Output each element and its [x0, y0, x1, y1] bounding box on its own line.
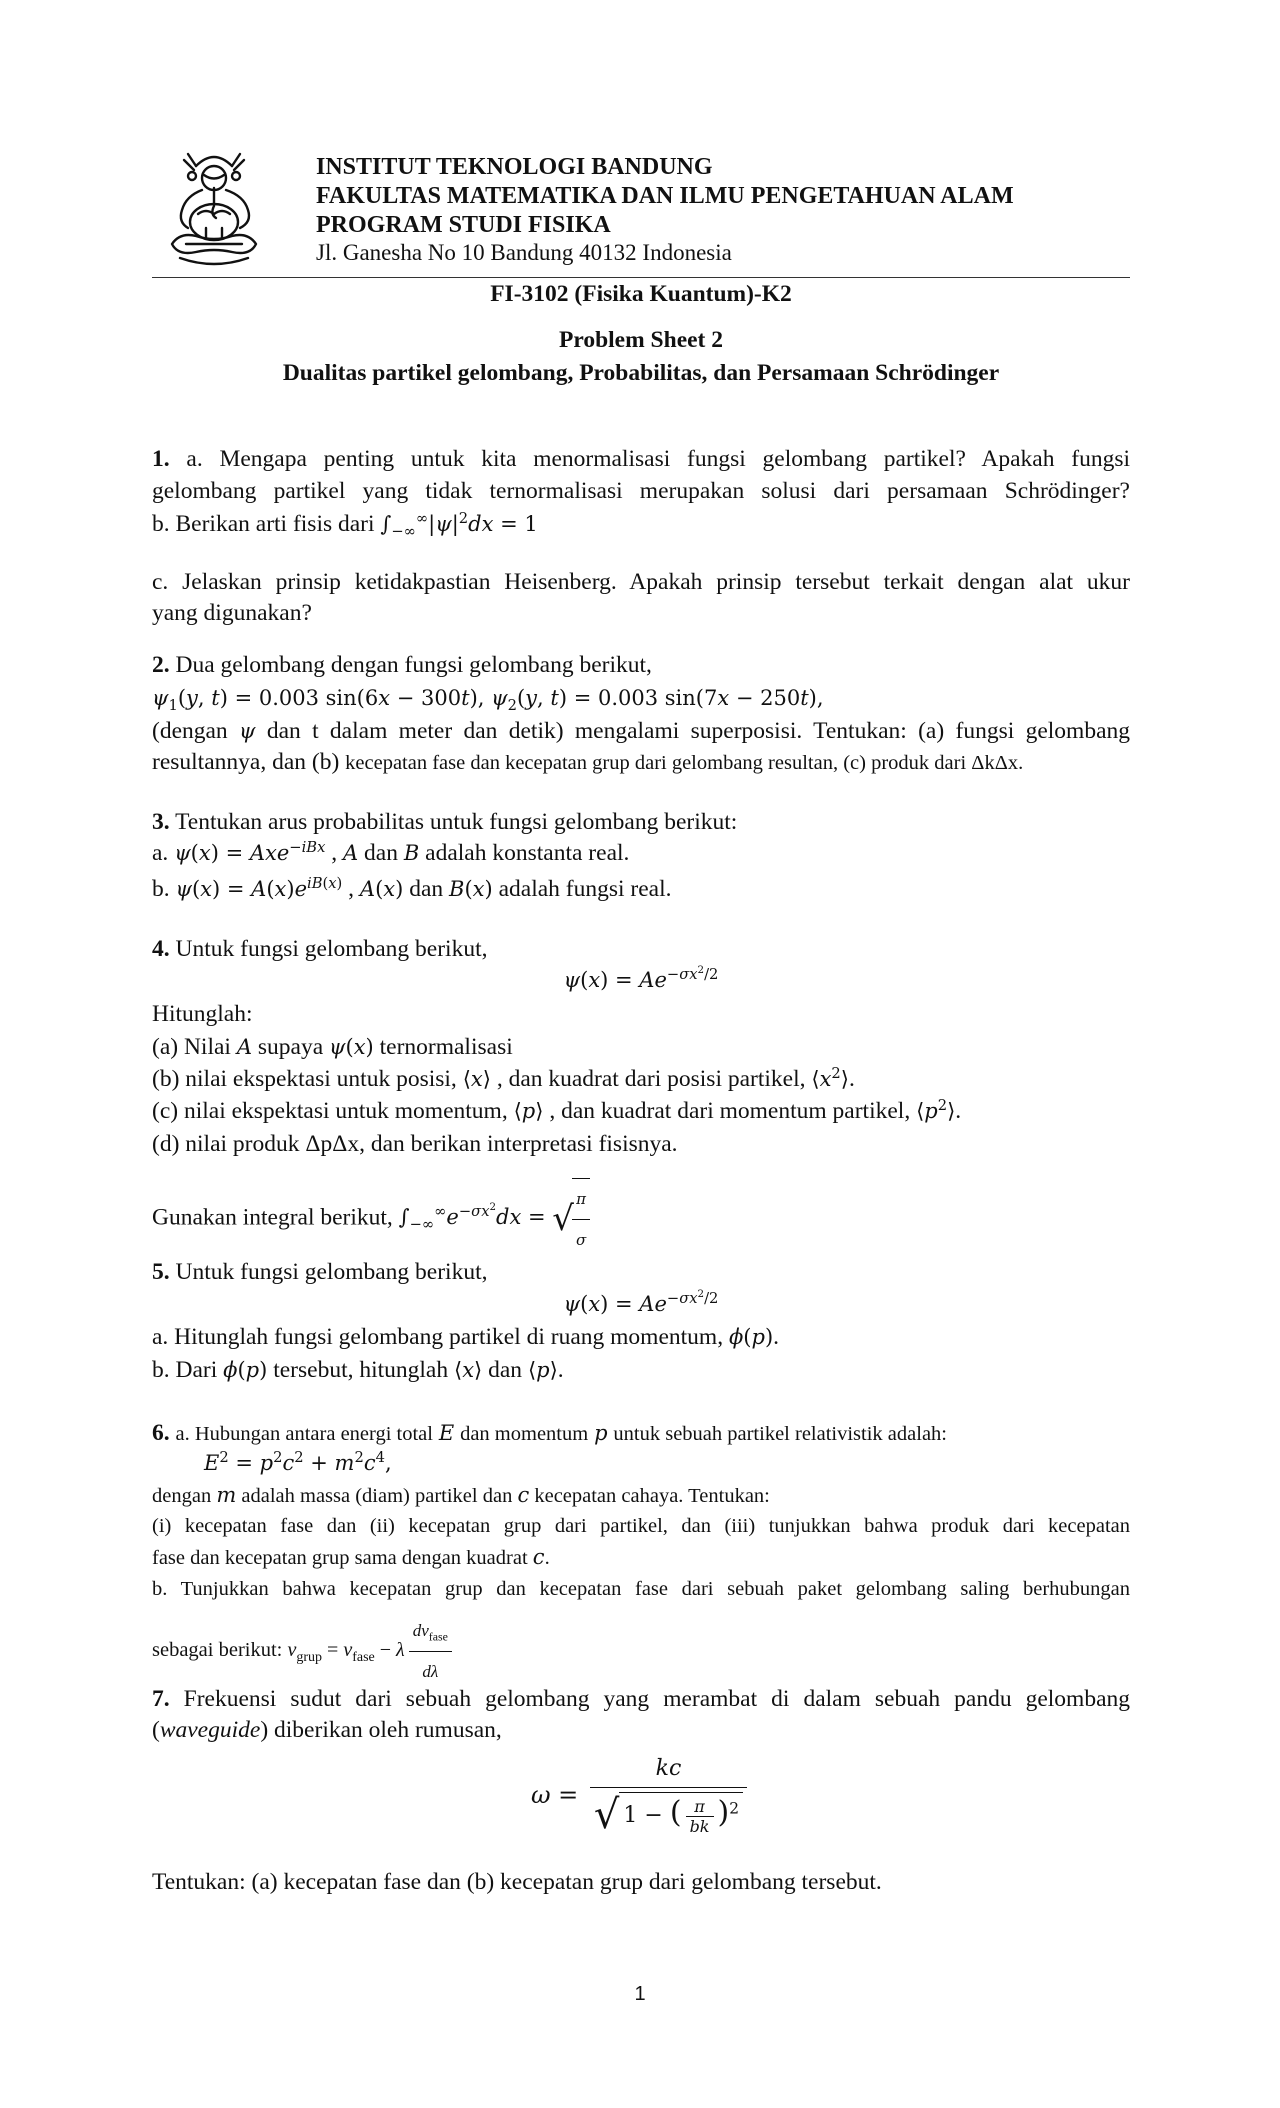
problem-4-c: (c) nilai ekspektasi untuk momentum, ⟨p⟩ , dan kuadrat dari momentum partikel, $⟨p^2⟩$. [152, 1097, 962, 1124]
problem-6-line3: dengan m adalah massa (diam) partikel dan c kecepatan cahaya. Tentukan: [152, 1483, 770, 1507]
program-name: PROGRAM STUDI FISIKA [316, 212, 611, 238]
sheet-subtitle: Dualitas partikel gelombang, Probabilitas, dan Persamaan Schrödinger [282, 360, 1000, 386]
problem-5-b: b. Dari ϕ(p) tersebut, hitunglah ⟨x⟩ dan ⟨p⟩. [152, 1357, 564, 1383]
problem-4-hitunglah: Hitunglah: [152, 1001, 253, 1027]
faculty-name: FAKULTAS MATEMATIKA DAN ILMU PENGETAHUAN ALAM [316, 183, 1014, 209]
problem-3-number: 3. [152, 809, 170, 835]
header-divider [152, 277, 1130, 278]
normalization-integral: $\int_{-\infty}^\infty|\psi|^2dx = 1$ [380, 510, 538, 541]
problem-3-line1: 3. Tentukan arus probabilitas untuk fungsi gelombang berikut: [152, 809, 738, 835]
problem-1-a-line1: 1. a. Mengapa penting untuk kita menormalisasi fungsi gelombang partikel? Apakah fungsi [152, 446, 1130, 472]
problem-1-c-line2: yang digunakan? [152, 600, 312, 626]
problem-3-a: a. ψ(x) = Axe$^{-iBx}$ , A dan B adalah konstanta real. [152, 839, 630, 866]
problem-2-line3: (dengan ψ dan t dalam meter dan detik) mengalami superposisi. Tentukan: (a) fungsi gelombang [152, 718, 1131, 744]
problem-5-a: a. Hitunglah fungsi gelombang partikel di ruang momentum, ϕ(p). [152, 1324, 780, 1350]
problem-1-number: 1. [152, 446, 170, 472]
problem-6-line5: fase dan kecepatan grup sama dengan kuadrat c. [152, 1545, 550, 1569]
problem-7-line2: (waveguide) diberikan oleh rumusan, [152, 1717, 502, 1743]
problem-6-line4: (i) kecepatan fase dan (ii) kecepatan grup dari partikel, dan (iii) tunjukkan bahwa produk dari kecepatan [152, 1515, 1130, 1537]
problem-7-line3: Tentukan: (a) kecepatan fase dan (b) kecepatan grup dari gelombang tersebut. [152, 1869, 882, 1895]
problem-1-b: b. Berikan arti fisis dari $\int_{-\infty}^\infty|\psi|^2dx = 1$ [152, 510, 538, 541]
problem-1-c-line1: c. Jelaskan prinsip ketidakpastian Heisenberg. Apakah prinsip tersebut terkait dengan alat ukur [152, 569, 1130, 595]
page-number: 1 [634, 1983, 646, 2005]
problem-4-gaussian-integral: Gunakan integral berikut, $\int_{-\infty}^\infty e^{-\sigma x^2}dx$ = √ $\frac{\pi}{\sigma}$ [152, 1178, 594, 1260]
course-code: FI-3102 (Fisika Kuantum)-K2 [490, 281, 792, 307]
problem-7-omega-formula: ω = kc √ 1 − ( $\frac{\pi}{bk}$ )$^2$ [152, 1752, 1130, 1852]
problem-2-wavefunctions: $\psi_1(y$, t) = 0.003 sin(6x − 300t), $\psi_2(y$, t) = 0.003 sin(7x − 250t), [152, 686, 824, 715]
problem-2-number: 2. [152, 652, 170, 678]
problem-6-b-line1: b. Tunjukkan bahwa kecepatan grup dan kecepatan fase dari sebuah paket gelombang saling berhubungan [152, 1578, 1130, 1600]
problem-2-line1: 2. Dua gelombang dengan fungsi gelombang berikut, [152, 652, 652, 678]
problem-6-energy-relation: $E^2 = p^2c^2 + m^2c^4$, [204, 1449, 392, 1475]
problem-6-b-line2: sebagai berikut: $v_{grup} = v_{fase} - \lambda$ $\frac{dv_{fase}}{d\lambda}$ [152, 1611, 456, 1692]
problem-4-wavefunction: $\psi(x) = Ae^{-\sigma x^2/2}$ [563, 964, 719, 992]
problem-1-a-line2: gelombang partikel yang tidak ternormalisasi merupakan solusi dari persamaan Schrödinger? [152, 478, 1130, 504]
problem-3-b: b. $\psi(x) = A(x)e^{iB(x)}$ , A(x) dan B(x) adalah fungsi real. [152, 875, 672, 902]
problem-4-b: (b) nilai ekspektasi untuk posisi, ⟨x⟩ , dan kuadrat dari posisi partikel, $⟨x^2⟩$. [152, 1065, 855, 1092]
sheet-title: Problem Sheet 2 [558, 327, 724, 353]
problem-5-wavefunction: $\psi(x) = Ae^{-\sigma x^2/2}$ [563, 1288, 719, 1316]
problem-7-number: 7. [152, 1686, 170, 1712]
institute-name: INSTITUT TEKNOLOGI BANDUNG [316, 154, 713, 180]
problem-5-number: 5. [152, 1259, 170, 1285]
problem-4-line1: 4. Untuk fungsi gelombang berikut, [152, 936, 488, 962]
problem-7-line1: 7. Frekuensi sudut dari sebuah gelombang yang merambat di dalam sebuah pandu gelombang [152, 1686, 1130, 1712]
problem-4-d: (d) nilai produk ΔpΔx, dan berikan interpretasi fisisnya. [152, 1131, 678, 1157]
problem-6-number: 6. [152, 1420, 170, 1446]
itb-ganesha-logo [166, 148, 262, 272]
problem-2-line4: resultannya, dan (b) kecepatan fase dan kecepatan grup dari gelombang resultan, (c) produk dari ΔkΔx. [152, 749, 1024, 775]
problem-5-line1: 5. Untuk fungsi gelombang berikut, [152, 1259, 488, 1285]
problem-4-a: (a) Nilai A supaya ψ(x) ternormalisasi [152, 1034, 513, 1060]
address: Jl. Ganesha No 10 Bandung 40132 Indonesia [316, 240, 732, 265]
problem-6-a-line1: 6. a. Hubungan antara energi total E dan momentum p untuk sebuah partikel relativistik adalah: [152, 1420, 947, 1446]
problem-4-number: 4. [152, 936, 170, 962]
